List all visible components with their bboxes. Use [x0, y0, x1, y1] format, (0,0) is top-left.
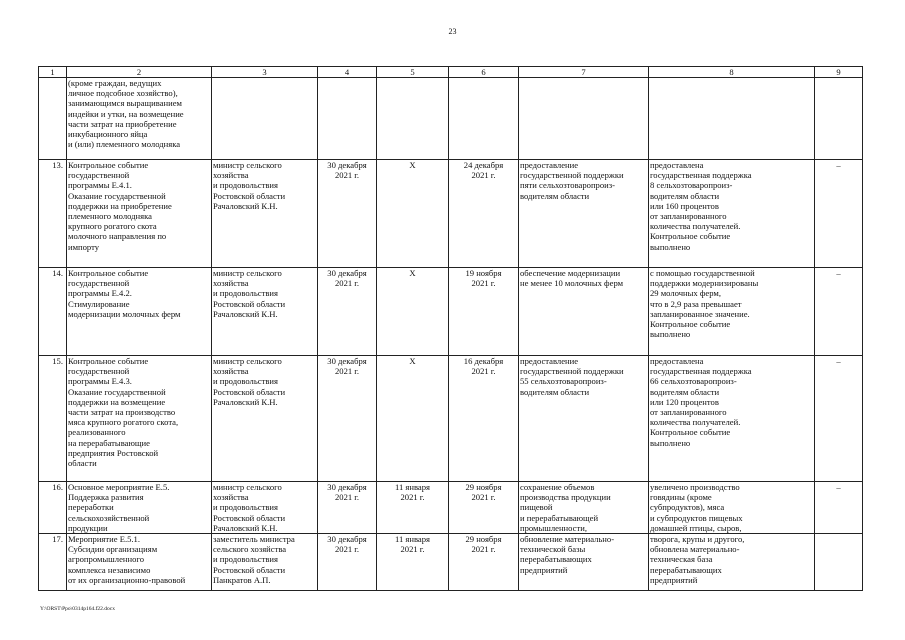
actual-result-cell	[649, 534, 815, 591]
column-number: 3	[212, 67, 318, 78]
event-name-line: Поддержка развития	[68, 492, 144, 503]
row-number-cell	[39, 78, 67, 160]
actual-result-line: перерабатывающих	[650, 564, 722, 575]
fact-date-cell	[449, 534, 519, 591]
note: –	[836, 482, 841, 492]
expected-result-line: технической базы	[520, 544, 586, 555]
actual-result-line: что в 2,9 раза превышает	[650, 298, 742, 309]
actual-result-line: выполнено	[650, 241, 691, 252]
event-name-line: индейки и утки, на возмещение	[68, 108, 184, 119]
actual-result-line: водителям области	[650, 190, 720, 201]
actual-result-line: запланированное значение.	[650, 308, 750, 319]
expected-result-line: предоставление	[520, 356, 579, 366]
expected-result-line: 55 сельхозтоваропроиз-	[520, 376, 607, 387]
responsible-person-line: и продовольствия	[213, 288, 278, 299]
responsible-person-cell	[212, 160, 318, 268]
row-number-cell	[39, 160, 67, 268]
responsible-person-line: хозяйства	[213, 278, 249, 289]
actual-result-cell	[649, 78, 815, 160]
note: –	[836, 268, 841, 278]
actual-result-line: Контрольное событие	[650, 319, 731, 330]
expected-result-line: производства продукции	[520, 492, 611, 503]
fact-date-cell	[449, 160, 519, 268]
actual-result-line: количества получателей.	[650, 221, 741, 232]
expected-result-cell	[519, 268, 649, 356]
actual-result-line: или 120 процентов	[650, 396, 719, 407]
report-table	[38, 66, 863, 591]
note-cell	[815, 482, 863, 534]
event-name-line: программы Е.4.3.	[68, 376, 132, 387]
actual-result-cell	[649, 356, 815, 482]
actual-result-line: водителям области	[650, 386, 720, 397]
responsible-person-cell	[212, 356, 318, 482]
actual-result-line: предоставлена	[650, 160, 704, 170]
expected-result-cell	[519, 160, 649, 268]
event-name-line: Мероприятие Е.5.1.	[68, 534, 140, 545]
actual-result-line: с помощью государственной	[650, 268, 755, 278]
forecast-date-line: 2021 г.	[400, 544, 425, 555]
event-name-cell	[67, 482, 212, 534]
actual-result-line: и субпродуктов пищевых	[650, 512, 743, 523]
responsible-person-line: и продовольствия	[213, 554, 278, 565]
actual-result-line: предприятий	[650, 574, 698, 585]
responsible-person-line: Рачаловский К.Н.	[213, 396, 278, 407]
note-cell	[815, 160, 863, 268]
expected-result-line: предприятий	[520, 564, 568, 575]
event-name-line: занимающимся выращиванием	[68, 98, 182, 109]
column-number-row	[39, 67, 863, 78]
event-name-line: поддержки на приобретение	[68, 200, 172, 211]
event-name-line: от их организационно-правовой	[68, 574, 186, 585]
plan-date-cell	[318, 268, 377, 356]
plan-date-line: 30 декабря	[327, 482, 367, 492]
fact-date-cell	[449, 78, 519, 160]
responsible-person-line: Ростовской области	[213, 386, 286, 397]
actual-result-line: техническая база	[650, 554, 713, 565]
table-body	[39, 78, 863, 591]
row-number: 14.	[52, 268, 63, 278]
expected-result-line: обеспечение модернизации	[520, 268, 621, 278]
event-name-line: племенного молодняка	[68, 211, 152, 222]
plan-date-cell	[318, 482, 377, 534]
forecast-date-cell	[377, 160, 449, 268]
note-cell	[815, 356, 863, 482]
event-name-line: государственной	[68, 366, 130, 377]
actual-result-line: поддержки модернизированы	[650, 278, 759, 289]
expected-result-line: не менее 10 молочных ферм	[520, 278, 624, 289]
responsible-person-line: Рачаловский К.Н.	[213, 200, 278, 211]
fact-date-cell	[449, 268, 519, 356]
fact-date-line: 2021 г.	[471, 170, 496, 181]
responsible-person-line: и продовольствия	[213, 376, 278, 387]
table-row	[39, 482, 863, 534]
fact-date-cell	[449, 356, 519, 482]
event-name-cell	[67, 160, 212, 268]
expected-result-line: водителям области	[520, 386, 590, 397]
fact-date-line: 29 ноября	[465, 482, 502, 492]
responsible-person-line: Рачаловский К.Н.	[213, 522, 278, 533]
plan-date-line: 30 декабря	[327, 356, 367, 366]
forecast-date-cell	[377, 268, 449, 356]
actual-result-line: предоставлена	[650, 356, 704, 366]
expected-result-cell	[519, 356, 649, 482]
table-row	[39, 268, 863, 356]
actual-result-line: или 160 процентов	[650, 200, 719, 211]
actual-result-line: 8 сельхозтоваропроиз-	[650, 180, 733, 191]
note-cell	[815, 268, 863, 356]
expected-result-cell	[519, 482, 649, 534]
responsible-person-line: министр сельского	[213, 356, 282, 366]
row-number: 13.	[52, 160, 63, 170]
event-name-line: Контрольное событие	[68, 268, 149, 278]
responsible-person-line: Рачаловский К.Н.	[213, 308, 278, 319]
forecast-date-line: Х	[409, 268, 416, 278]
plan-date-line: 2021 г.	[334, 366, 360, 377]
actual-result-line: государственная поддержка	[650, 170, 752, 181]
responsible-person-cell	[212, 268, 318, 356]
forecast-date-cell	[377, 356, 449, 482]
column-number: 4	[318, 67, 377, 78]
event-name-line: части затрат на производство	[68, 407, 176, 418]
expected-result-cell	[519, 78, 649, 160]
responsible-person-line: Ростовской области	[213, 512, 286, 523]
expected-result-line: предоставление	[520, 160, 579, 170]
event-name-line: комплекса независимо	[68, 564, 151, 575]
actual-result-line: домашней птицы, сыров,	[650, 522, 742, 533]
column-number: 5	[377, 67, 449, 78]
table-row	[39, 78, 863, 160]
expected-result-line: государственной поддержки	[520, 170, 624, 181]
plan-date-line: 2021 г.	[334, 492, 360, 503]
row-number: 17.	[52, 534, 63, 545]
responsible-person-line: и продовольствия	[213, 502, 278, 513]
responsible-person-cell	[212, 78, 318, 160]
column-number: 6	[449, 67, 519, 78]
expected-result-cell	[519, 534, 649, 591]
fact-date-line: 16 декабря	[463, 356, 504, 366]
actual-result-line: увеличено производство	[650, 482, 740, 492]
responsible-person-line: сельского хозяйства	[213, 544, 287, 555]
event-name-cell	[67, 78, 212, 160]
actual-result-line: государственная поддержка	[650, 366, 752, 377]
expected-result-line: сохранение объемов	[520, 482, 595, 492]
event-name-line: (кроме граждан, ведущих	[68, 78, 162, 88]
forecast-date-cell	[377, 78, 449, 160]
event-name-line: поддержки на возмещение	[68, 396, 166, 407]
event-name-line: Основное мероприятие Е.5.	[68, 482, 170, 492]
row-number: 16.	[52, 482, 63, 492]
forecast-date-line: 11 января	[395, 482, 430, 492]
event-name-line: программы Е.4.2.	[68, 288, 132, 299]
plan-date-line: 2021 г.	[334, 544, 360, 555]
event-name-line: части затрат на приобретение	[68, 118, 177, 129]
row-number-cell	[39, 534, 67, 591]
footer-file-path: Y:\ORST\Ppo\0314p164.f22.docx	[40, 606, 115, 612]
responsible-person-cell	[212, 482, 318, 534]
row-number-cell	[39, 356, 67, 482]
table-row	[39, 534, 863, 591]
responsible-person-line: министр сельского	[213, 268, 282, 278]
responsible-person-line: Панкратов А.П.	[213, 574, 271, 585]
event-name-line: государственной	[68, 278, 130, 289]
event-name-line: реализованного	[68, 427, 126, 438]
fact-date-line: 2021 г.	[471, 366, 496, 377]
event-name-line: сельскохозяйственной	[68, 512, 150, 523]
event-name-line: государственной	[68, 170, 130, 181]
actual-result-line: 29 молочных ферм,	[650, 288, 722, 299]
fact-date-line: 2021 г.	[471, 492, 496, 503]
forecast-date-cell	[377, 482, 449, 534]
responsible-person-line: Ростовской области	[213, 564, 286, 575]
event-name-line: области	[68, 458, 97, 469]
event-name-line: агропромышленного	[68, 554, 144, 565]
actual-result-line: Контрольное событие	[650, 231, 731, 242]
plan-date-line: 30 декабря	[327, 268, 367, 278]
forecast-date-line: Х	[409, 356, 416, 366]
actual-result-cell	[649, 268, 815, 356]
event-name-line: переработки	[68, 502, 114, 513]
actual-result-line: творога, крупы и другого,	[650, 534, 745, 545]
row-number: 15.	[52, 356, 63, 366]
row-number-cell	[39, 482, 67, 534]
note: –	[836, 356, 841, 366]
actual-result-line: субпродуктов), мяса	[650, 502, 725, 513]
column-number: 1	[39, 67, 67, 78]
event-name-line: мяса крупного рогатого скота,	[68, 417, 179, 428]
note: –	[836, 160, 841, 170]
plan-date-cell	[318, 356, 377, 482]
event-name-line: и (или) племенного молодняка	[68, 139, 181, 150]
actual-result-line: выполнено	[650, 329, 691, 340]
responsible-person-line: хозяйства	[213, 170, 249, 181]
event-name-cell	[67, 534, 212, 591]
plan-date-cell	[318, 78, 377, 160]
actual-result-line: обновлена материально-	[650, 544, 740, 555]
fact-date-line: 29 ноября	[465, 534, 502, 545]
table-row	[39, 356, 863, 482]
expected-result-line: и перерабатывающей	[520, 512, 599, 523]
responsible-person-line: хозяйства	[213, 492, 249, 503]
event-name-line: Оказание государственной	[68, 386, 166, 397]
fact-date-line: 19 ноября	[465, 268, 502, 278]
plan-date-cell	[318, 160, 377, 268]
forecast-date-line: 11 января	[395, 534, 430, 545]
actual-result-cell	[649, 482, 815, 534]
page-number: 23	[448, 27, 457, 36]
responsible-person-line: министр сельского	[213, 160, 282, 170]
fact-date-line: 24 декабря	[463, 160, 504, 170]
plan-date-line: 30 декабря	[327, 534, 367, 545]
event-name-line: модернизации молочных ферм	[68, 308, 181, 319]
expected-result-line: водителям области	[520, 190, 590, 201]
column-number: 2	[67, 67, 212, 78]
responsible-person-line: Ростовской области	[213, 190, 286, 201]
forecast-date-cell	[377, 534, 449, 591]
actual-result-line: 66 сельхозтоваропроиз-	[650, 376, 737, 387]
expected-result-line: промышленности,	[520, 522, 587, 533]
event-name-line: предприятия Ростовской	[68, 447, 159, 458]
column-number: 8	[649, 67, 815, 78]
event-name-line: Контрольное событие	[68, 356, 149, 366]
responsible-person-cell	[212, 534, 318, 591]
plan-date-line: 30 декабря	[327, 160, 367, 170]
fact-date-line: 2021 г.	[471, 278, 496, 289]
actual-result-line: говядины (кроме	[650, 492, 712, 503]
note-cell	[815, 534, 863, 591]
responsible-person-line: и продовольствия	[213, 180, 278, 191]
column-number: 7	[519, 67, 649, 78]
plan-date-cell	[318, 534, 377, 591]
event-name-line: Субсидии организациям	[68, 544, 158, 555]
event-name-line: на перерабатывающие	[68, 437, 150, 448]
actual-result-line: количества получателей.	[650, 417, 741, 428]
expected-result-line: обновление материально-	[520, 534, 615, 545]
event-name-line: Оказание государственной	[68, 190, 166, 201]
expected-result-line: перерабатывающих	[520, 554, 592, 565]
event-name-cell	[67, 268, 212, 356]
actual-result-line: выполнено	[650, 437, 691, 448]
plan-date-line: 2021 г.	[334, 170, 360, 181]
expected-result-line: государственной поддержки	[520, 366, 624, 377]
table-row	[39, 160, 863, 268]
actual-result-cell	[649, 160, 815, 268]
forecast-date-line: Х	[409, 160, 416, 170]
responsible-person-line: заместитель министра	[213, 534, 295, 545]
event-name-line: личное подсобное хозяйство),	[68, 88, 178, 99]
forecast-date-line: 2021 г.	[400, 492, 425, 503]
expected-result-line: пяти сельхозтоваропроиз-	[520, 180, 615, 191]
plan-date-line: 2021 г.	[334, 278, 360, 289]
expected-result-line: пищевой	[520, 502, 553, 513]
event-name-line: крупного рогатого скота	[68, 221, 157, 232]
event-name-cell	[67, 356, 212, 482]
actual-result-line: от запланированного	[650, 407, 727, 418]
fact-date-cell	[449, 482, 519, 534]
event-name-line: Стимулирование	[68, 298, 130, 309]
responsible-person-line: хозяйства	[213, 366, 249, 377]
actual-result-line: Контрольное событие	[650, 427, 731, 438]
actual-result-line: от запланированного	[650, 211, 727, 222]
event-name-line: импорту	[68, 241, 100, 252]
event-name-line: Контрольное событие	[68, 160, 149, 170]
fact-date-line: 2021 г.	[471, 544, 496, 555]
event-name-line: продукции	[68, 522, 108, 533]
responsible-person-line: министр сельского	[213, 482, 282, 492]
event-name-line: инкубационного яйца	[68, 129, 148, 140]
responsible-person-line: Ростовской области	[213, 298, 286, 309]
event-name-line: молочного направления по	[68, 231, 167, 242]
note-cell	[815, 78, 863, 160]
row-number-cell	[39, 268, 67, 356]
column-number: 9	[815, 67, 863, 78]
event-name-line: программы Е.4.1.	[68, 180, 132, 191]
